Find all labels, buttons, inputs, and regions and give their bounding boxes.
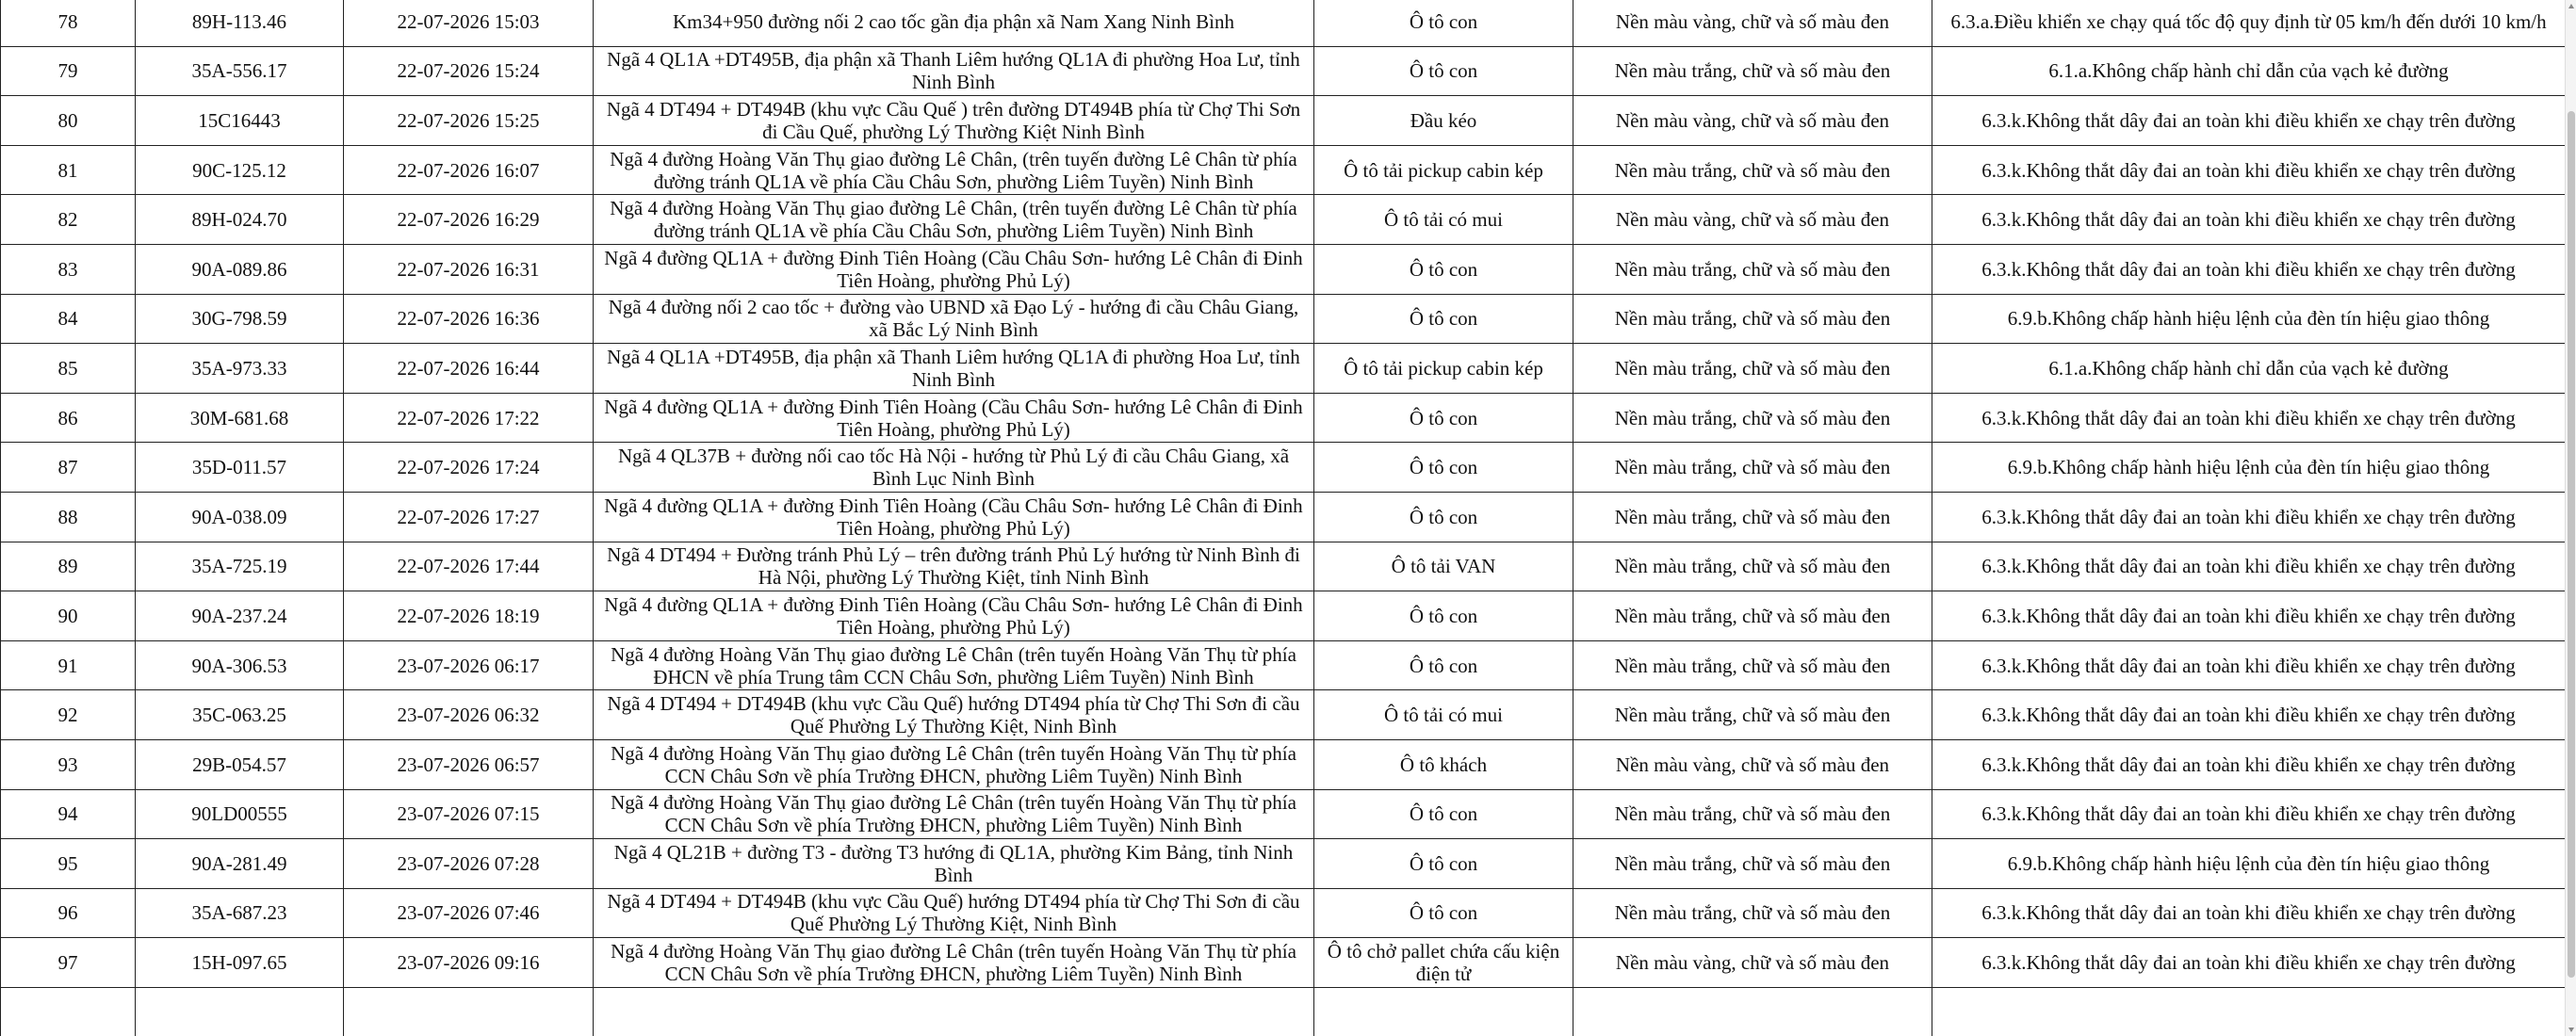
cell-location bbox=[594, 987, 1314, 1036]
cell-row-number: 94 bbox=[1, 789, 136, 839]
table-row bbox=[1, 244, 2566, 294]
cell-violation-time: 22-07-2026 17:24 bbox=[344, 443, 594, 493]
cell-plate-color: Nền màu vàng, chữ và số màu đen bbox=[1573, 96, 1932, 146]
table-row bbox=[1, 739, 2566, 789]
cell-violation: 6.3.k.Không thắt dây đai an toàn khi điều khiển xe chạy trên đường bbox=[1932, 145, 2566, 195]
cell-license-plate: 30M-681.68 bbox=[136, 393, 344, 443]
cell-location: Ngã 4 đường Hoàng Văn Thụ giao đường Lê Chân, (trên tuyến đường Lê Chân từ phía đường tránh QL1A về phía Cầu Châu Sơn, phường Liêm Tuyền) Ninh Bình bbox=[594, 145, 1314, 195]
cell-vehicle-type: Ô tô con bbox=[1314, 640, 1573, 690]
cell-row-number: 89 bbox=[1, 542, 136, 591]
cell-license-plate: 35D-011.57 bbox=[136, 443, 344, 493]
cell-location: Ngã 4 đường Hoàng Văn Thụ giao đường Lê Chân, (trên tuyến đường Lê Chân từ phía đường tránh QL1A về phía Cầu Châu Sơn, phường Liêm Tuyền) Ninh Bình bbox=[594, 195, 1314, 245]
table-row bbox=[1, 0, 2566, 46]
cell-plate-color: Nền màu trắng, chữ và số màu đen bbox=[1573, 46, 1932, 96]
cell-plate-color: Nền màu vàng, chữ và số màu đen bbox=[1573, 938, 1932, 988]
cell-violation: 6.1.a.Không chấp hành chỉ dẫn của vạch kẻ đường bbox=[1932, 344, 2566, 394]
cell-vehicle-type: Đầu kéo bbox=[1314, 96, 1573, 146]
table-body bbox=[1, 0, 2566, 1036]
cell-row-number: 85 bbox=[1, 344, 136, 394]
cell-row-number bbox=[1, 987, 136, 1036]
cell-vehicle-type: Ô tô con bbox=[1314, 888, 1573, 938]
cell-violation: 6.3.k.Không thắt dây đai an toàn khi điều khiển xe chạy trên đường bbox=[1932, 938, 2566, 988]
cell-license-plate: 35A-973.33 bbox=[136, 344, 344, 394]
cell-violation-time: 22-07-2026 17:22 bbox=[344, 393, 594, 443]
cell-row-number: 84 bbox=[1, 294, 136, 344]
cell-vehicle-type: Ô tô chở pallet chứa cấu kiện điện tử bbox=[1314, 938, 1573, 988]
cell-violation-time: 23-07-2026 07:15 bbox=[344, 789, 594, 839]
cell-violation: 6.1.a.Không chấp hành chỉ dẫn của vạch kẻ đường bbox=[1932, 46, 2566, 96]
cell-row-number: 86 bbox=[1, 393, 136, 443]
cell-row-number: 87 bbox=[1, 443, 136, 493]
cell-location: Ngã 4 đường QL1A + đường Đinh Tiên Hoàng (Cầu Châu Sơn- hướng Lê Chân đi Đinh Tiên Hoàng, phường Phủ Lý) bbox=[594, 393, 1314, 443]
cell-violation: 6.3.k.Không thắt dây đai an toàn khi điều khiển xe chạy trên đường bbox=[1932, 591, 2566, 641]
cell-location: Ngã 4 đường QL1A + đường Đinh Tiên Hoàng (Cầu Châu Sơn- hướng Lê Chân đi Đinh Tiên Hoàng, phường Phủ Lý) bbox=[594, 591, 1314, 641]
table-row bbox=[1, 542, 2566, 591]
cell-vehicle-type: Ô tô con bbox=[1314, 393, 1573, 443]
cell-plate-color: Nền màu trắng, chữ và số màu đen bbox=[1573, 294, 1932, 344]
cell-plate-color: Nền màu trắng, chữ và số màu đen bbox=[1573, 789, 1932, 839]
vertical-scrollbar[interactable] bbox=[2565, 0, 2576, 1036]
cell-row-number: 80 bbox=[1, 96, 136, 146]
cell-row-number: 82 bbox=[1, 195, 136, 245]
cell-row-number: 95 bbox=[1, 839, 136, 889]
cell-violation-time: 23-07-2026 09:16 bbox=[344, 938, 594, 988]
cell-license-plate: 30G-798.59 bbox=[136, 294, 344, 344]
table-row bbox=[1, 294, 2566, 344]
cell-vehicle-type: Ô tô con bbox=[1314, 0, 1573, 46]
cell-row-number: 93 bbox=[1, 739, 136, 789]
cell-location: Ngã 4 QL1A +DT495B, địa phận xã Thanh Liêm hướng QL1A đi phường Hoa Lư, tỉnh Ninh Bình bbox=[594, 46, 1314, 96]
table-row bbox=[1, 492, 2566, 542]
cell-license-plate: 29B-054.57 bbox=[136, 739, 344, 789]
cell-location: Km34+950 đường nối 2 cao tốc gần địa phận xã Nam Xang Ninh Bình bbox=[594, 0, 1314, 46]
table-row bbox=[1, 195, 2566, 245]
table-row bbox=[1, 46, 2566, 96]
cell-location: Ngã 4 QL21B + đường T3 - đường T3 hướng đi QL1A, phường Kim Bảng, tỉnh Ninh Bình bbox=[594, 839, 1314, 889]
cell-violation: 6.3.k.Không thắt dây đai an toàn khi điều khiển xe chạy trên đường bbox=[1932, 690, 2566, 740]
cell-vehicle-type: Ô tô tải VAN bbox=[1314, 542, 1573, 591]
cell-violation-time: 23-07-2026 07:28 bbox=[344, 839, 594, 889]
cell-violation-time: 22-07-2026 16:31 bbox=[344, 244, 594, 294]
cell-violation: 6.3.k.Không thắt dây đai an toàn khi điều khiển xe chạy trên đường bbox=[1932, 393, 2566, 443]
scroll-down-arrow-icon[interactable] bbox=[2568, 1028, 2574, 1032]
scrollbar-thumb[interactable] bbox=[2568, 111, 2575, 978]
cell-violation: 6.9.b.Không chấp hành hiệu lệnh của đèn tín hiệu giao thông bbox=[1932, 443, 2566, 493]
cell-violation-time: 22-07-2026 17:44 bbox=[344, 542, 594, 591]
cell-plate-color: Nền màu vàng, chữ và số màu đen bbox=[1573, 195, 1932, 245]
table-row bbox=[1, 145, 2566, 195]
table-row bbox=[1, 938, 2566, 988]
cell-violation: 6.3.k.Không thắt dây đai an toàn khi điều khiển xe chạy trên đường bbox=[1932, 96, 2566, 146]
cell-location: Ngã 4 QL1A +DT495B, địa phận xã Thanh Liêm hướng QL1A đi phường Hoa Lư, tỉnh Ninh Bình bbox=[594, 344, 1314, 394]
cell-vehicle-type: Ô tô con bbox=[1314, 492, 1573, 542]
cell-location: Ngã 4 DT494 + DT494B (khu vực Cầu Quế) hướng DT494 phía từ Chợ Thi Sơn đi cầu Quế Phường Lý Thường Kiệt, Ninh Bình bbox=[594, 888, 1314, 938]
cell-vehicle-type: Ô tô con bbox=[1314, 789, 1573, 839]
cell-vehicle-type bbox=[1314, 987, 1573, 1036]
cell-violation: 6.3.k.Không thắt dây đai an toàn khi điều khiển xe chạy trên đường bbox=[1932, 789, 2566, 839]
cell-plate-color: Nền màu trắng, chữ và số màu đen bbox=[1573, 145, 1932, 195]
cell-plate-color: Nền màu trắng, chữ và số màu đen bbox=[1573, 244, 1932, 294]
table-row bbox=[1, 839, 2566, 889]
cell-violation: 6.3.k.Không thắt dây đai an toàn khi điều khiển xe chạy trên đường bbox=[1932, 244, 2566, 294]
cell-license-plate: 90C-125.12 bbox=[136, 145, 344, 195]
cell-plate-color: Nền màu vàng, chữ và số màu đen bbox=[1573, 0, 1932, 46]
cell-location: Ngã 4 QL37B + đường nối cao tốc Hà Nội - hướng từ Phủ Lý đi cầu Châu Giang, xã Bình Lục Ninh Bình bbox=[594, 443, 1314, 493]
cell-violation: 6.3.a.Điều khiển xe chạy quá tốc độ quy định từ 05 km/h đến dưới 10 km/h bbox=[1932, 0, 2566, 46]
cell-row-number: 97 bbox=[1, 938, 136, 988]
cell-plate-color bbox=[1573, 987, 1932, 1036]
cell-row-number: 91 bbox=[1, 640, 136, 690]
cell-license-plate: 35C-063.25 bbox=[136, 690, 344, 740]
cell-violation: 6.3.k.Không thắt dây đai an toàn khi điều khiển xe chạy trên đường bbox=[1932, 640, 2566, 690]
table-row bbox=[1, 888, 2566, 938]
table-row bbox=[1, 443, 2566, 493]
cell-license-plate: 90A-281.49 bbox=[136, 839, 344, 889]
cell-location: Ngã 4 DT494 + DT494B (khu vực Cầu Quế ) trên đường DT494B phía từ Chợ Thi Sơn đi Cầu Quế, phường Lý Thường Kiệt Ninh Bình bbox=[594, 96, 1314, 146]
cell-row-number: 88 bbox=[1, 492, 136, 542]
cell-location: Ngã 4 DT494 + DT494B (khu vực Cầu Quế) hướng DT494 phía từ Chợ Thi Sơn đi cầu Quế Phường Lý Thường Kiệt, Ninh Bình bbox=[594, 690, 1314, 740]
cell-row-number: 79 bbox=[1, 46, 136, 96]
cell-row-number: 81 bbox=[1, 145, 136, 195]
cell-location: Ngã 4 đường nối 2 cao tốc + đường vào UBND xã Đạo Lý - hướng đi cầu Châu Giang, xã Bắc Lý Ninh Bình bbox=[594, 294, 1314, 344]
cell-location: Ngã 4 đường Hoàng Văn Thụ giao đường Lê Chân (trên tuyến Hoàng Văn Thụ từ phía CCN Châu Sơn về phía Trường ĐHCN, phường Liêm Tuyền) Ninh Bình bbox=[594, 938, 1314, 988]
cell-license-plate: 90A-038.09 bbox=[136, 492, 344, 542]
cell-license-plate: 89H-113.46 bbox=[136, 0, 344, 46]
cell-vehicle-type: Ô tô tải có mui bbox=[1314, 195, 1573, 245]
cell-vehicle-type: Ô tô con bbox=[1314, 591, 1573, 641]
cell-row-number: 78 bbox=[1, 0, 136, 46]
cell-violation-time: 22-07-2026 16:36 bbox=[344, 294, 594, 344]
cell-vehicle-type: Ô tô con bbox=[1314, 839, 1573, 889]
cell-plate-color: Nền màu trắng, chữ và số màu đen bbox=[1573, 640, 1932, 690]
cell-license-plate: 90A-306.53 bbox=[136, 640, 344, 690]
cell-location: Ngã 4 đường Hoàng Văn Thụ giao đường Lê Chân (trên tuyến Hoàng Văn Thụ từ phía CCN Châu Sơn về phía Trường ĐHCN, phường Liêm Tuyền) Ninh Bình bbox=[594, 789, 1314, 839]
cell-violation-time: 22-07-2026 16:29 bbox=[344, 195, 594, 245]
cell-violation-time: 23-07-2026 06:32 bbox=[344, 690, 594, 740]
cell-violation: 6.3.k.Không thắt dây đai an toàn khi điều khiển xe chạy trên đường bbox=[1932, 542, 2566, 591]
table-row bbox=[1, 789, 2566, 839]
cell-plate-color: Nền màu trắng, chữ và số màu đen bbox=[1573, 888, 1932, 938]
cell-violation: 6.9.b.Không chấp hành hiệu lệnh của đèn tín hiệu giao thông bbox=[1932, 294, 2566, 344]
cell-vehicle-type: Ô tô tải pickup cabin kép bbox=[1314, 145, 1573, 195]
cell-violation-time: 22-07-2026 16:44 bbox=[344, 344, 594, 394]
cell-violation: 6.3.k.Không thắt dây đai an toàn khi điều khiển xe chạy trên đường bbox=[1932, 739, 2566, 789]
cell-plate-color: Nền màu trắng, chữ và số màu đen bbox=[1573, 443, 1932, 493]
cell-violation-time: 22-07-2026 17:27 bbox=[344, 492, 594, 542]
table-row bbox=[1, 344, 2566, 394]
cell-location: Ngã 4 đường QL1A + đường Đinh Tiên Hoàng (Cầu Châu Sơn- hướng Lê Chân đi Đinh Tiên Hoàng, phường Phủ Lý) bbox=[594, 244, 1314, 294]
table-row bbox=[1, 96, 2566, 146]
cell-violation-time: 23-07-2026 06:17 bbox=[344, 640, 594, 690]
cell-license-plate bbox=[136, 987, 344, 1036]
cell-vehicle-type: Ô tô con bbox=[1314, 443, 1573, 493]
cell-plate-color: Nền màu trắng, chữ và số màu đen bbox=[1573, 393, 1932, 443]
cell-license-plate: 90A-089.86 bbox=[136, 244, 344, 294]
cell-license-plate: 35A-687.23 bbox=[136, 888, 344, 938]
cell-violation-time: 22-07-2026 15:03 bbox=[344, 0, 594, 46]
cell-location: Ngã 4 đường QL1A + đường Đinh Tiên Hoàng (Cầu Châu Sơn- hướng Lê Chân đi Đinh Tiên Hoàng, phường Phủ Lý) bbox=[594, 492, 1314, 542]
cell-plate-color: Nền màu vàng, chữ và số màu đen bbox=[1573, 739, 1932, 789]
cell-violation-time: 23-07-2026 07:46 bbox=[344, 888, 594, 938]
cell-license-plate: 89H-024.70 bbox=[136, 195, 344, 245]
cell-violation-time bbox=[344, 987, 594, 1036]
cell-license-plate: 35A-556.17 bbox=[136, 46, 344, 96]
cell-vehicle-type: Ô tô con bbox=[1314, 294, 1573, 344]
cell-violation bbox=[1932, 987, 2566, 1036]
cell-violation: 6.9.b.Không chấp hành hiệu lệnh của đèn tín hiệu giao thông bbox=[1932, 839, 2566, 889]
cell-plate-color: Nền màu trắng, chữ và số màu đen bbox=[1573, 690, 1932, 740]
cell-plate-color: Nền màu trắng, chữ và số màu đen bbox=[1573, 839, 1932, 889]
cell-location: Ngã 4 DT494 + Đường tránh Phủ Lý – trên đường tránh Phủ Lý hướng từ Ninh Bình đi Hà Nội, phường Lý Thường Kiệt, tỉnh Ninh Bình bbox=[594, 542, 1314, 591]
cell-plate-color: Nền màu trắng, chữ và số màu đen bbox=[1573, 492, 1932, 542]
cell-vehicle-type: Ô tô tải pickup cabin kép bbox=[1314, 344, 1573, 394]
cell-row-number: 83 bbox=[1, 244, 136, 294]
cell-plate-color: Nền màu trắng, chữ và số màu đen bbox=[1573, 591, 1932, 641]
scroll-up-arrow-icon[interactable] bbox=[2568, 4, 2574, 8]
cell-vehicle-type: Ô tô khách bbox=[1314, 739, 1573, 789]
cell-violation-time: 22-07-2026 15:25 bbox=[344, 96, 594, 146]
cell-license-plate: 15H-097.65 bbox=[136, 938, 344, 988]
cell-license-plate: 90A-237.24 bbox=[136, 591, 344, 641]
cell-location: Ngã 4 đường Hoàng Văn Thụ giao đường Lê Chân (trên tuyến Hoàng Văn Thụ từ phía CCN Châu Sơn về phía Trường ĐHCN, phường Liêm Tuyền) Ninh Bình bbox=[594, 739, 1314, 789]
cell-row-number: 90 bbox=[1, 591, 136, 641]
table-row bbox=[1, 640, 2566, 690]
table-row bbox=[1, 393, 2566, 443]
cell-location: Ngã 4 đường Hoàng Văn Thụ giao đường Lê Chân (trên tuyến Hoàng Văn Thụ từ phía ĐHCN về phía Trung tâm CCN Châu Sơn, phường Liêm Tuyền) Ninh Bình bbox=[594, 640, 1314, 690]
table-row bbox=[1, 690, 2566, 740]
cell-vehicle-type: Ô tô con bbox=[1314, 46, 1573, 96]
cell-violation: 6.3.k.Không thắt dây đai an toàn khi điều khiển xe chạy trên đường bbox=[1932, 888, 2566, 938]
cell-vehicle-type: Ô tô con bbox=[1314, 244, 1573, 294]
cell-violation-time: 23-07-2026 06:57 bbox=[344, 739, 594, 789]
cell-plate-color: Nền màu trắng, chữ và số màu đen bbox=[1573, 542, 1932, 591]
cell-license-plate: 90LD00555 bbox=[136, 789, 344, 839]
cell-plate-color: Nền màu trắng, chữ và số màu đen bbox=[1573, 344, 1932, 394]
cell-row-number: 92 bbox=[1, 690, 136, 740]
cell-license-plate: 15C16443 bbox=[136, 96, 344, 146]
table-row bbox=[1, 591, 2566, 641]
cell-license-plate: 35A-725.19 bbox=[136, 542, 344, 591]
table-row bbox=[1, 987, 2566, 1036]
cell-violation: 6.3.k.Không thắt dây đai an toàn khi điều khiển xe chạy trên đường bbox=[1932, 492, 2566, 542]
cell-violation: 6.3.k.Không thắt dây đai an toàn khi điều khiển xe chạy trên đường bbox=[1932, 195, 2566, 245]
cell-violation-time: 22-07-2026 15:24 bbox=[344, 46, 594, 96]
cell-violation-time: 22-07-2026 16:07 bbox=[344, 145, 594, 195]
cell-vehicle-type: Ô tô tải có mui bbox=[1314, 690, 1573, 740]
cell-row-number: 96 bbox=[1, 888, 136, 938]
cell-violation-time: 22-07-2026 18:19 bbox=[344, 591, 594, 641]
